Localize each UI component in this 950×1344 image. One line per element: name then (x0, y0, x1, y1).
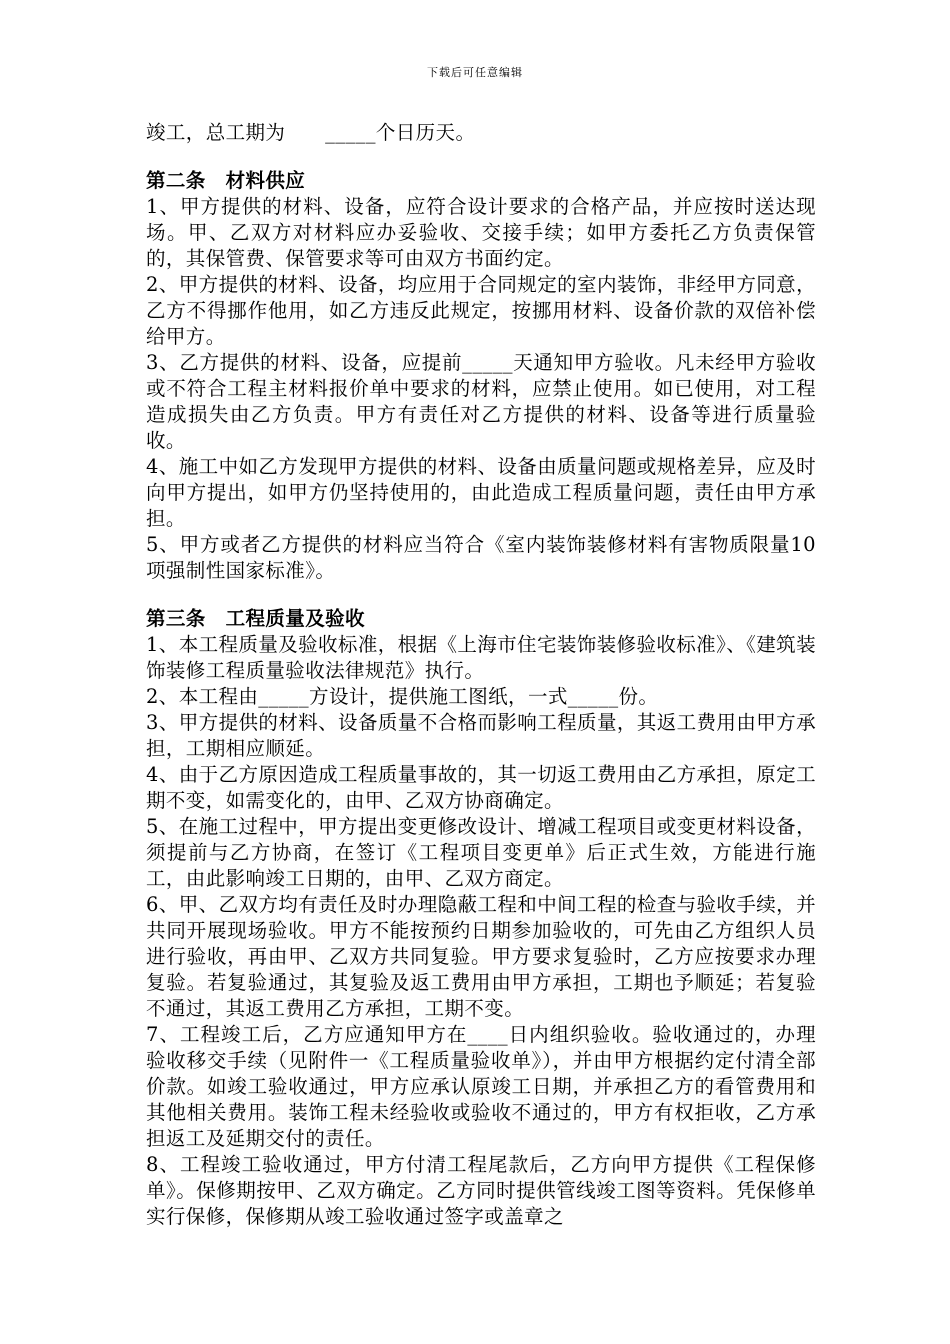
intro-line: 竣工，总工期为 _____个日历天。 (146, 121, 476, 144)
section-quality (146, 606, 816, 1230)
section-gap (146, 146, 816, 168)
list-item: 2、本工程由_____方设计，提供施工图纸，一式_____份。 (146, 685, 659, 708)
list-item: 1、甲方提供的材料、设备，应符合设计要求的合格产品，并应按时送达现场。甲、乙双方对材料应办妥验收、交接手续；如甲方委托乙方负责保管的，其保管费、保管要求等可由双方书面约定。 (146, 195, 816, 270)
list-item: 5、在施工过程中，甲方提出变更修改设计、增减工程项目或变更材料设备，须提前与乙方协商，在签订《工程项目变更单》后正式生效，方能进行施工，由此影响竣工日期的，由甲、乙双方商定。 (146, 815, 816, 890)
list-item: 8、工程竣工验收通过，甲方付清工程尾款后，乙方向甲方提供《工程保修单》。保修期按甲、乙双方确定。乙方同时提供管线竣工图等资料。凭保修单实行保修，保修期从竣工验收通过签字或盖章之 (146, 1153, 816, 1228)
document-body (146, 120, 816, 1230)
page-header: 下载后可任意编辑 (427, 66, 523, 79)
section-gap (146, 584, 816, 606)
list-item: 2、甲方提供的材料、设备，均应用于合同规定的室内装饰，非经甲方同意，乙方不得挪作他用，如乙方违反此规定，按挪用材料、设备价款的双倍补偿给甲方。 (146, 273, 816, 348)
list-item: 1、本工程质量及验收标准，根据《上海市住宅装饰装修验收标准》、《建筑装饰装修工程质量验收法律规范》执行。 (146, 633, 816, 682)
list-item: 5、甲方或者乙方提供的材料应当符合《室内装饰装修材料有害物质限量10项强制性国家标准》。 (146, 533, 816, 582)
list-item: 4、由于乙方原因造成工程质量事故的，其一切返工费用由乙方承担，原定工期不变，如需变化的，由甲、乙双方协商确定。 (146, 763, 816, 812)
list-item: 4、施工中如乙方发现甲方提供的材料、设备由质量问题或规格差异，应及时向甲方提出，如甲方仍坚持使用的，由此造成工程质量问题，责任由甲方承担。 (146, 455, 816, 530)
section-title: 第三条 工程质量及验收 (146, 607, 365, 630)
list-item: 6、甲、乙双方均有责任及时办理隐蔽工程和中间工程的检查与验收手续，并共同开展现场验收。甲方不能按预约日期参加验收的，可先由乙方组织人员进行验收，再由甲、乙双方共同复验。甲方要求复验时，乙方应按要求办理复验。若复验通过，其复验及返工费用由甲方承担，工期也予顺延；若复验不通过，其返工费用乙方承担，工期不变。 (146, 893, 816, 1020)
list-item: 3、甲方提供的材料、设备质量不合格而影响工程质量，其返工费用由甲方承担，工期相应顺延。 (146, 711, 816, 760)
section-materials (146, 168, 816, 584)
section-title: 第二条 材料供应 (146, 169, 306, 192)
list-item: 7、工程竣工后，乙方应通知甲方在____日内组织验收。验收通过的，办理验收移交手续（见附件一《工程质量验收单》），并由甲方根据约定付清全部价款。如竣工验收通过，甲方应承认原竣工日期，并承担乙方的看管费用和其他相关费用。装饰工程未经验收或验收不通过的，甲方有权拒收，乙方承担返工及延期交付的责任。 (146, 1023, 816, 1150)
list-item: 3、乙方提供的材料、设备，应提前_____天通知甲方验收。凡未经甲方验收或不符合工程主材料报价单中要求的材料，应禁止使用。如已使用，对工程造成损失由乙方负责。甲方有责任对乙方提供的材料、设备等进行质量验收。 (146, 351, 816, 452)
